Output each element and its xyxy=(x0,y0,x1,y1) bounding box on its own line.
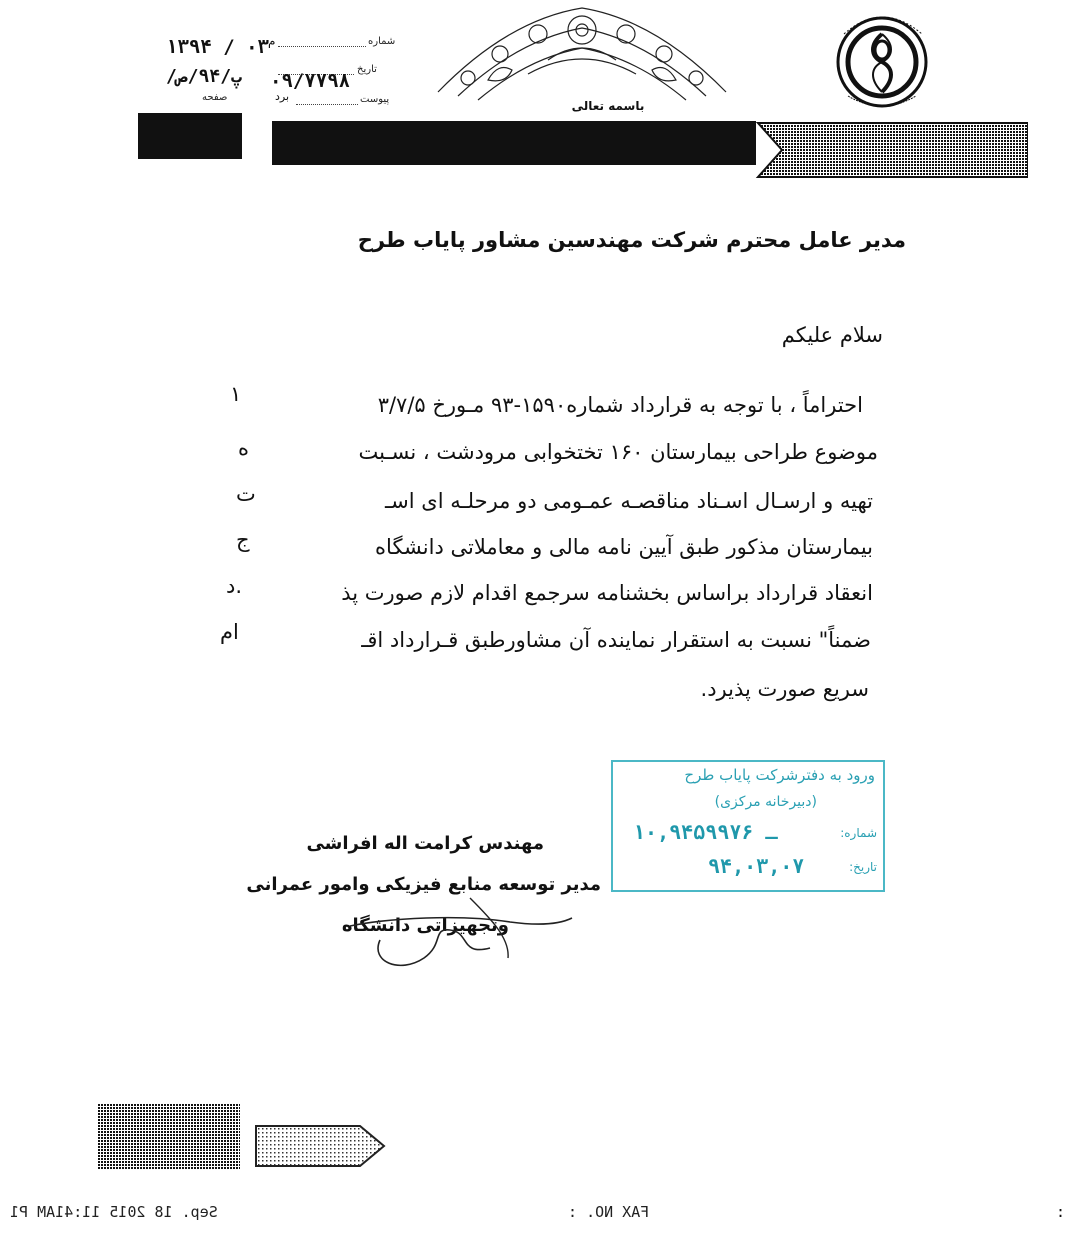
header-band-main xyxy=(272,121,756,165)
attachment-mark: برد xyxy=(275,90,290,103)
number-mark: م xyxy=(268,34,276,48)
signatory-title-line1: مدیر توسعه منابع فیزیکی وامور عمرانی xyxy=(246,874,601,895)
page-label: صفحه xyxy=(202,92,228,103)
body-line-4: بیمارستان مذکور طبق آیین نامه مالی و معاملاتی دانشگاه xyxy=(375,535,873,559)
margin-mark-1: ۱ xyxy=(230,382,242,406)
header-band-pattern xyxy=(752,119,1028,181)
reference-value: ۰۹/۷۷۹۸ xyxy=(270,70,351,92)
header-band-left xyxy=(138,113,242,159)
fax-timestamp: Sep. 18 2015 11:41AM P1 xyxy=(10,1203,218,1221)
date-label: تاریخ xyxy=(357,64,377,75)
margin-mark-6: ام xyxy=(220,620,239,644)
stamp-number-value: ۱۰,۹۴ـ ۵۹۹۷۶ xyxy=(633,820,778,844)
handwritten-signature xyxy=(340,878,580,978)
stamp-date-label: تاریخ: xyxy=(849,860,877,874)
body-line-7: سریع صورت پذیرد. xyxy=(700,677,869,701)
body-line-6: ضمناً" نسبت به استقرار نماینده آن مشاورطبق قـرارداد اقـ xyxy=(361,628,871,652)
fax-number-label: FAX NO. : xyxy=(568,1203,650,1221)
number-value: /پ/۹۴/ص xyxy=(166,66,242,87)
university-seal-logo xyxy=(826,4,938,116)
body-line-2: موضوع طراحی بیمارستان ۱۶۰ تختخوابی مرودشت ، نسـبت xyxy=(358,440,878,464)
footer-band-left xyxy=(98,1104,240,1170)
stamp-subtitle: (دبیرخانه مرکزی) xyxy=(714,794,817,810)
signatory-title-line2: وتجهیزاتی دانشگاه xyxy=(341,915,509,936)
signatory-name: مهندس کرامت اله افراشی xyxy=(306,833,544,854)
body-line-1: احتراماً ، با توجه به قرارداد شماره۱۵۹۰-۹۳ مـورخ ۳/۷/۵ xyxy=(377,393,863,417)
number-label: شماره xyxy=(368,36,396,47)
greeting-line: سلام علیکم xyxy=(781,323,883,347)
attachment-label: پیوست xyxy=(360,94,390,105)
margin-mark-4: ج xyxy=(236,528,250,552)
number-field-line xyxy=(278,36,366,47)
attachment-field-line xyxy=(296,94,358,105)
stamp-title: ورود به دفترشرکت پایاب طرح xyxy=(684,766,875,784)
margin-mark-5: د. xyxy=(226,574,243,598)
footer-band-arrow xyxy=(254,1120,388,1172)
recipient-line: مدیر عامل محترم شرکت مهندسین مشاور پایاب طرح xyxy=(357,228,906,252)
margin-mark-2: ه xyxy=(238,436,250,460)
stamp-date-value: ۹۴,۰۳,۰۷ xyxy=(708,854,805,878)
received-stamp xyxy=(611,760,885,892)
stamp-number-label: شماره: xyxy=(840,826,877,840)
body-line-3: تهیه و ارسـال اسـناد مناقصـه عمـومی دو مرحلـه ای اسـ xyxy=(385,489,873,513)
date-value: ۱۳۹۴ / ۰۳ xyxy=(166,36,269,58)
fax-colon: : xyxy=(1056,1203,1066,1221)
margin-mark-3: ت xyxy=(236,482,256,506)
invocation-text: باسمه تعالی xyxy=(571,99,645,113)
body-line-5: انعقاد قرارداد براساس بخشنامه سرجمع اقدام لازم صورت پذ xyxy=(341,581,873,605)
